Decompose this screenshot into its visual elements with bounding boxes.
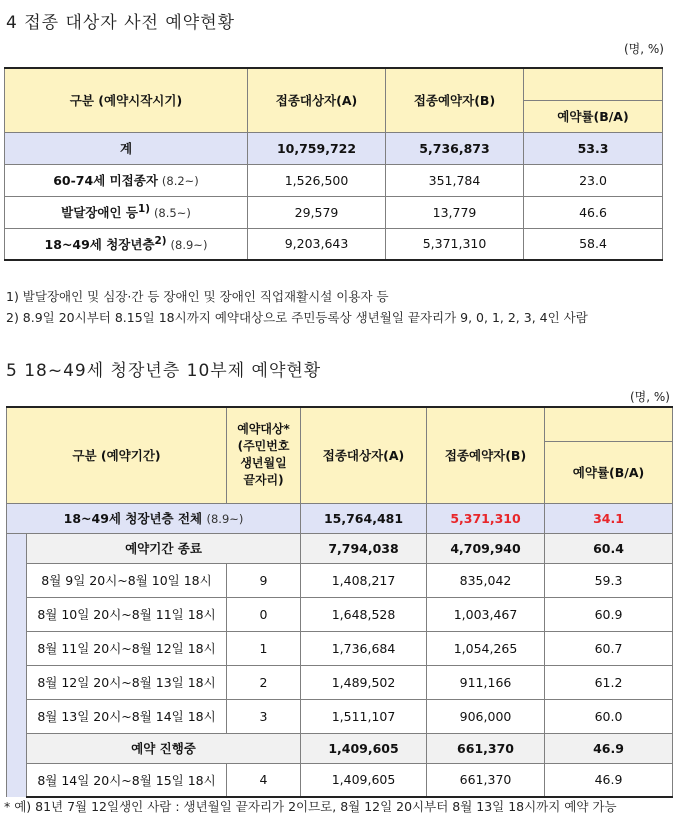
row-rate: 60.7: [545, 631, 673, 665]
ended-rate: 60.4: [545, 533, 673, 563]
row-label: 60-74세 미접종자: [53, 173, 158, 188]
section4-unit: (명, %): [624, 42, 664, 56]
row-period: 8월 13일 20시~8월 14일 18시: [27, 699, 227, 733]
row-rate: 46.6: [524, 196, 663, 228]
row-date: (8.5~): [153, 206, 191, 221]
note-1: 1) 발달장애인 및 심장·간 등 장애인 및 장애인 직업재활시설 이용자 등: [6, 289, 389, 304]
row-targets: 29,579: [248, 196, 386, 228]
footnote: * 예) 81년 7월 12일생인 사람 : 생년월일 끝자리가 2이므로, 8월 12일 20시부터 8월 13일 18시까지 예약 가능: [4, 799, 617, 814]
row-label: 발달장애인 등: [61, 205, 138, 221]
total-rate: 34.1: [545, 503, 673, 533]
header-digit-line: 끝자리): [243, 473, 284, 488]
ongoing-reserved: 661,370: [427, 733, 545, 763]
header-rate: 예약률(B/A): [545, 441, 673, 503]
total-date: (8.9~): [206, 512, 244, 526]
row-rate: 59.3: [545, 563, 673, 597]
ended-reserved: 4,709,940: [427, 533, 545, 563]
total-reserved: 5,736,873: [386, 132, 524, 164]
row-reserved: 911,166: [427, 665, 545, 699]
row-reserved: 1,003,467: [427, 597, 545, 631]
row-period: 8월 9일 20시~8월 10일 18시: [27, 563, 227, 597]
row-rate: 60.0: [545, 699, 673, 733]
row-reserved: 351,784: [386, 164, 524, 196]
row-footnote-mark: 2): [154, 234, 167, 247]
table-row: [7, 597, 673, 631]
row-targets: 1,408,217: [301, 563, 427, 597]
row-targets: 1,648,528: [301, 597, 427, 631]
total-rate: 53.3: [524, 132, 663, 164]
total-targets: 10,759,722: [248, 132, 386, 164]
row-gutter: [7, 665, 27, 699]
row-rate: 46.9: [545, 763, 673, 797]
row-targets: 1,511,107: [301, 699, 427, 733]
row-gutter: [7, 597, 27, 631]
row-date: (8.9~): [170, 237, 208, 252]
row-gutter: [7, 699, 27, 733]
row-digit: 4: [227, 763, 301, 797]
table-row: [5, 228, 663, 260]
row-digit: 9: [227, 563, 301, 597]
row-gutter: [7, 733, 27, 763]
row-targets: 9,203,643: [248, 228, 386, 260]
section5-unit: (명, %): [630, 390, 670, 404]
ten-day-reservation-table: [6, 406, 673, 798]
reservation-status-table: [4, 67, 663, 261]
row-rate: 58.4: [524, 228, 663, 260]
total-label: 계: [5, 132, 248, 164]
row-rate: 60.9: [545, 597, 673, 631]
table-row: [7, 563, 673, 597]
section5-title: 5 18~49세 청장년층 10부제 예약현황: [6, 361, 322, 381]
row-reserved: 5,371,310: [386, 228, 524, 260]
row-label: 18~49세 청장년층: [44, 236, 155, 252]
table-row: [7, 763, 673, 797]
row-targets: 1,489,502: [301, 665, 427, 699]
total-reserved: 5,371,310: [427, 503, 545, 533]
header-rate: 예약률(B/A): [524, 100, 663, 132]
row-period: 8월 14일 20시~8월 15일 18시: [27, 763, 227, 797]
table-row: [5, 196, 663, 228]
row-footnote-mark: 1): [137, 202, 150, 215]
header-reserved: 접종예약자(B): [427, 407, 545, 503]
header-category: 구분 (예약기간): [7, 407, 227, 503]
row-gutter: [7, 533, 27, 563]
row-rate: 61.2: [545, 665, 673, 699]
row-digit: 3: [227, 699, 301, 733]
row-period: 8월 12일 20시~8월 13일 18시: [27, 665, 227, 699]
row-rate: 23.0: [524, 164, 663, 196]
row-targets: 1,526,500: [248, 164, 386, 196]
row-targets: 1,409,605: [301, 763, 427, 797]
ongoing-targets: 1,409,605: [301, 733, 427, 763]
row-reserved: 13,779: [386, 196, 524, 228]
row-reserved: 835,042: [427, 563, 545, 597]
header-digit-line: 생년월일: [240, 456, 287, 471]
header-reserved: 접종예약자(B): [386, 68, 524, 132]
ongoing-rate: 46.9: [545, 733, 673, 763]
ended-targets: 7,794,038: [301, 533, 427, 563]
row-gutter: [7, 763, 27, 797]
header-targets: 접종대상자(A): [248, 68, 386, 132]
row-digit: 2: [227, 665, 301, 699]
row-digit: 1: [227, 631, 301, 665]
header-rate-spacer: [524, 68, 663, 100]
header-category: 구분 (예약시작시기): [5, 68, 248, 132]
row-date: (8.2~): [161, 174, 199, 188]
row-gutter: [7, 631, 27, 665]
table-row: [7, 665, 673, 699]
section4-title: 4 접종 대상자 사전 예약현황: [6, 13, 236, 33]
ongoing-label: 예약 진행중: [27, 733, 301, 763]
row-period: 8월 10일 20시~8월 11일 18시: [27, 597, 227, 631]
header-digit-line: 예약대상*: [237, 422, 290, 437]
header-rate-spacer: [545, 407, 673, 441]
row-gutter: [7, 563, 27, 597]
ended-label: 예약기간 종료: [27, 533, 301, 563]
row-period: 8월 11일 20시~8월 12일 18시: [27, 631, 227, 665]
table-row: [7, 699, 673, 733]
row-digit: 0: [227, 597, 301, 631]
note-2: 2) 8.9일 20시부터 8.15일 18시까지 예약대상으로 주민등록상 생년월일 끝자리가 9, 0, 1, 2, 3, 4인 사람: [6, 310, 588, 325]
header-targets: 접종대상자(A): [301, 407, 427, 503]
header-target-digit: [227, 407, 301, 503]
header-digit-line: (주민번호: [237, 439, 290, 454]
table-row: [7, 631, 673, 665]
row-reserved: 1,054,265: [427, 631, 545, 665]
total-targets: 15,764,481: [301, 503, 427, 533]
table-row: [5, 164, 663, 196]
total-label: 18~49세 청장년층 전체: [63, 511, 203, 526]
row-reserved: 661,370: [427, 763, 545, 797]
row-targets: 1,736,684: [301, 631, 427, 665]
row-reserved: 906,000: [427, 699, 545, 733]
